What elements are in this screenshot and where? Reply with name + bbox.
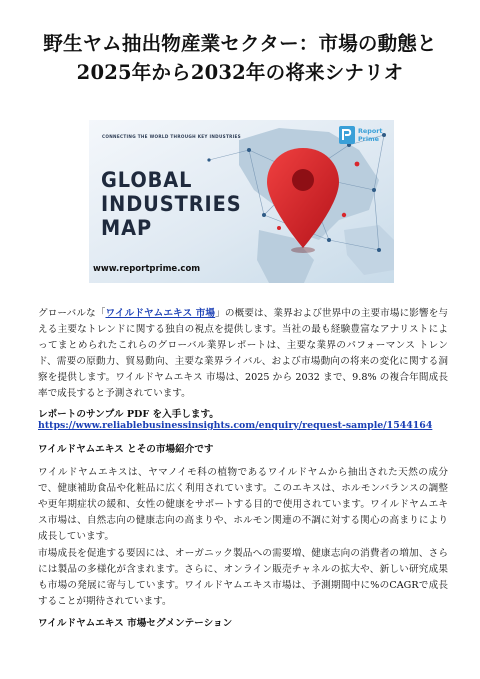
banner-heading-line3: MAP bbox=[101, 216, 153, 240]
market-intro-heading: ワイルドヤムエキス とその市場紹介です bbox=[38, 444, 214, 455]
intro-paragraph bbox=[38, 306, 448, 402]
banner-tagline: CONNECTING THE WORLD THROUGH KEY INDUSTRIES bbox=[102, 134, 241, 139]
segmentation-heading: ワイルドヤムエキス 市場セグメンテーション bbox=[38, 618, 233, 629]
report-prime-logo-icon bbox=[339, 126, 355, 144]
market-intro-paragraph-1: ワイルドヤムエキスは、ヤマノイモ科の植物であるワイルドヤムから抽出された天然の成分で、健康補助食品や化粧品に広く利用されています。このエキスは、ホルモンバランスの調整や更年期症状の緩和、女性の健康をサポートする目的で使用されています。ワイルドヤムエキス市場は、自然志向の健康志向の高まりや、ホルモン関連の不調に対する関心の高まりにより成長しています。 bbox=[38, 467, 448, 542]
logo-line2: Prime bbox=[358, 134, 380, 143]
report-prime-logo bbox=[339, 126, 389, 148]
intro-after-link: 」の概要は、業界および世界中の主要市場に影響を与える主要なトレンドに関する独自の視点を提供します。当社の最も経験豊富なアナリストによってまとめられたこれらのグローバル業界レポートは、主要な業界のパフォーマンス トレンド、需要の原動力、貿易動向、主要な業界ライバル、および市場動向の将来の変化に関する洞察を提供します。ワイルドヤムエキス 市場は、2025 から 2032 まで、9.8% の複合年間成長率で成長すると予測されています。 bbox=[38, 308, 449, 399]
banner-heading-line2: INDUSTRIES bbox=[101, 192, 242, 216]
intro-before-link: グローバルな「 bbox=[38, 308, 106, 319]
sample-heading: レポートのサンプル PDF を入手します。 bbox=[38, 409, 219, 420]
logo-line1: Report bbox=[358, 127, 383, 135]
page-title-line1: 野生ヤム抽出物産業セクター：市場の動態と bbox=[43, 32, 437, 55]
page-title-line2: 2025年から2032年の将来シナリオ bbox=[76, 61, 404, 84]
logo-text bbox=[358, 128, 382, 143]
banner-heading-line1: GLOBAL bbox=[101, 168, 193, 192]
banner-website: www.reportprime.com bbox=[93, 264, 201, 274]
market-intro-paragraph-2: 市場成長を促進する要因には、オーガニック製品への需要増、健康志向の消費者の増加、さらには製品の多様化が含まれます。さらに、オンライン販売チャネルの拡大や、新しい研究成果も市場の発展に寄与しています。ワイルドヤムエキス市場は、予測期間中に%のCAGRで成長することが期待されています。 bbox=[38, 548, 448, 607]
global-industries-map-banner bbox=[89, 120, 394, 283]
sample-request-link[interactable]: https://www.reliablebusinessinsights.com/enquiry/request-sample/1544164 bbox=[38, 420, 433, 431]
market-link[interactable]: ワイルドヤムエキス 市場 bbox=[105, 308, 216, 319]
